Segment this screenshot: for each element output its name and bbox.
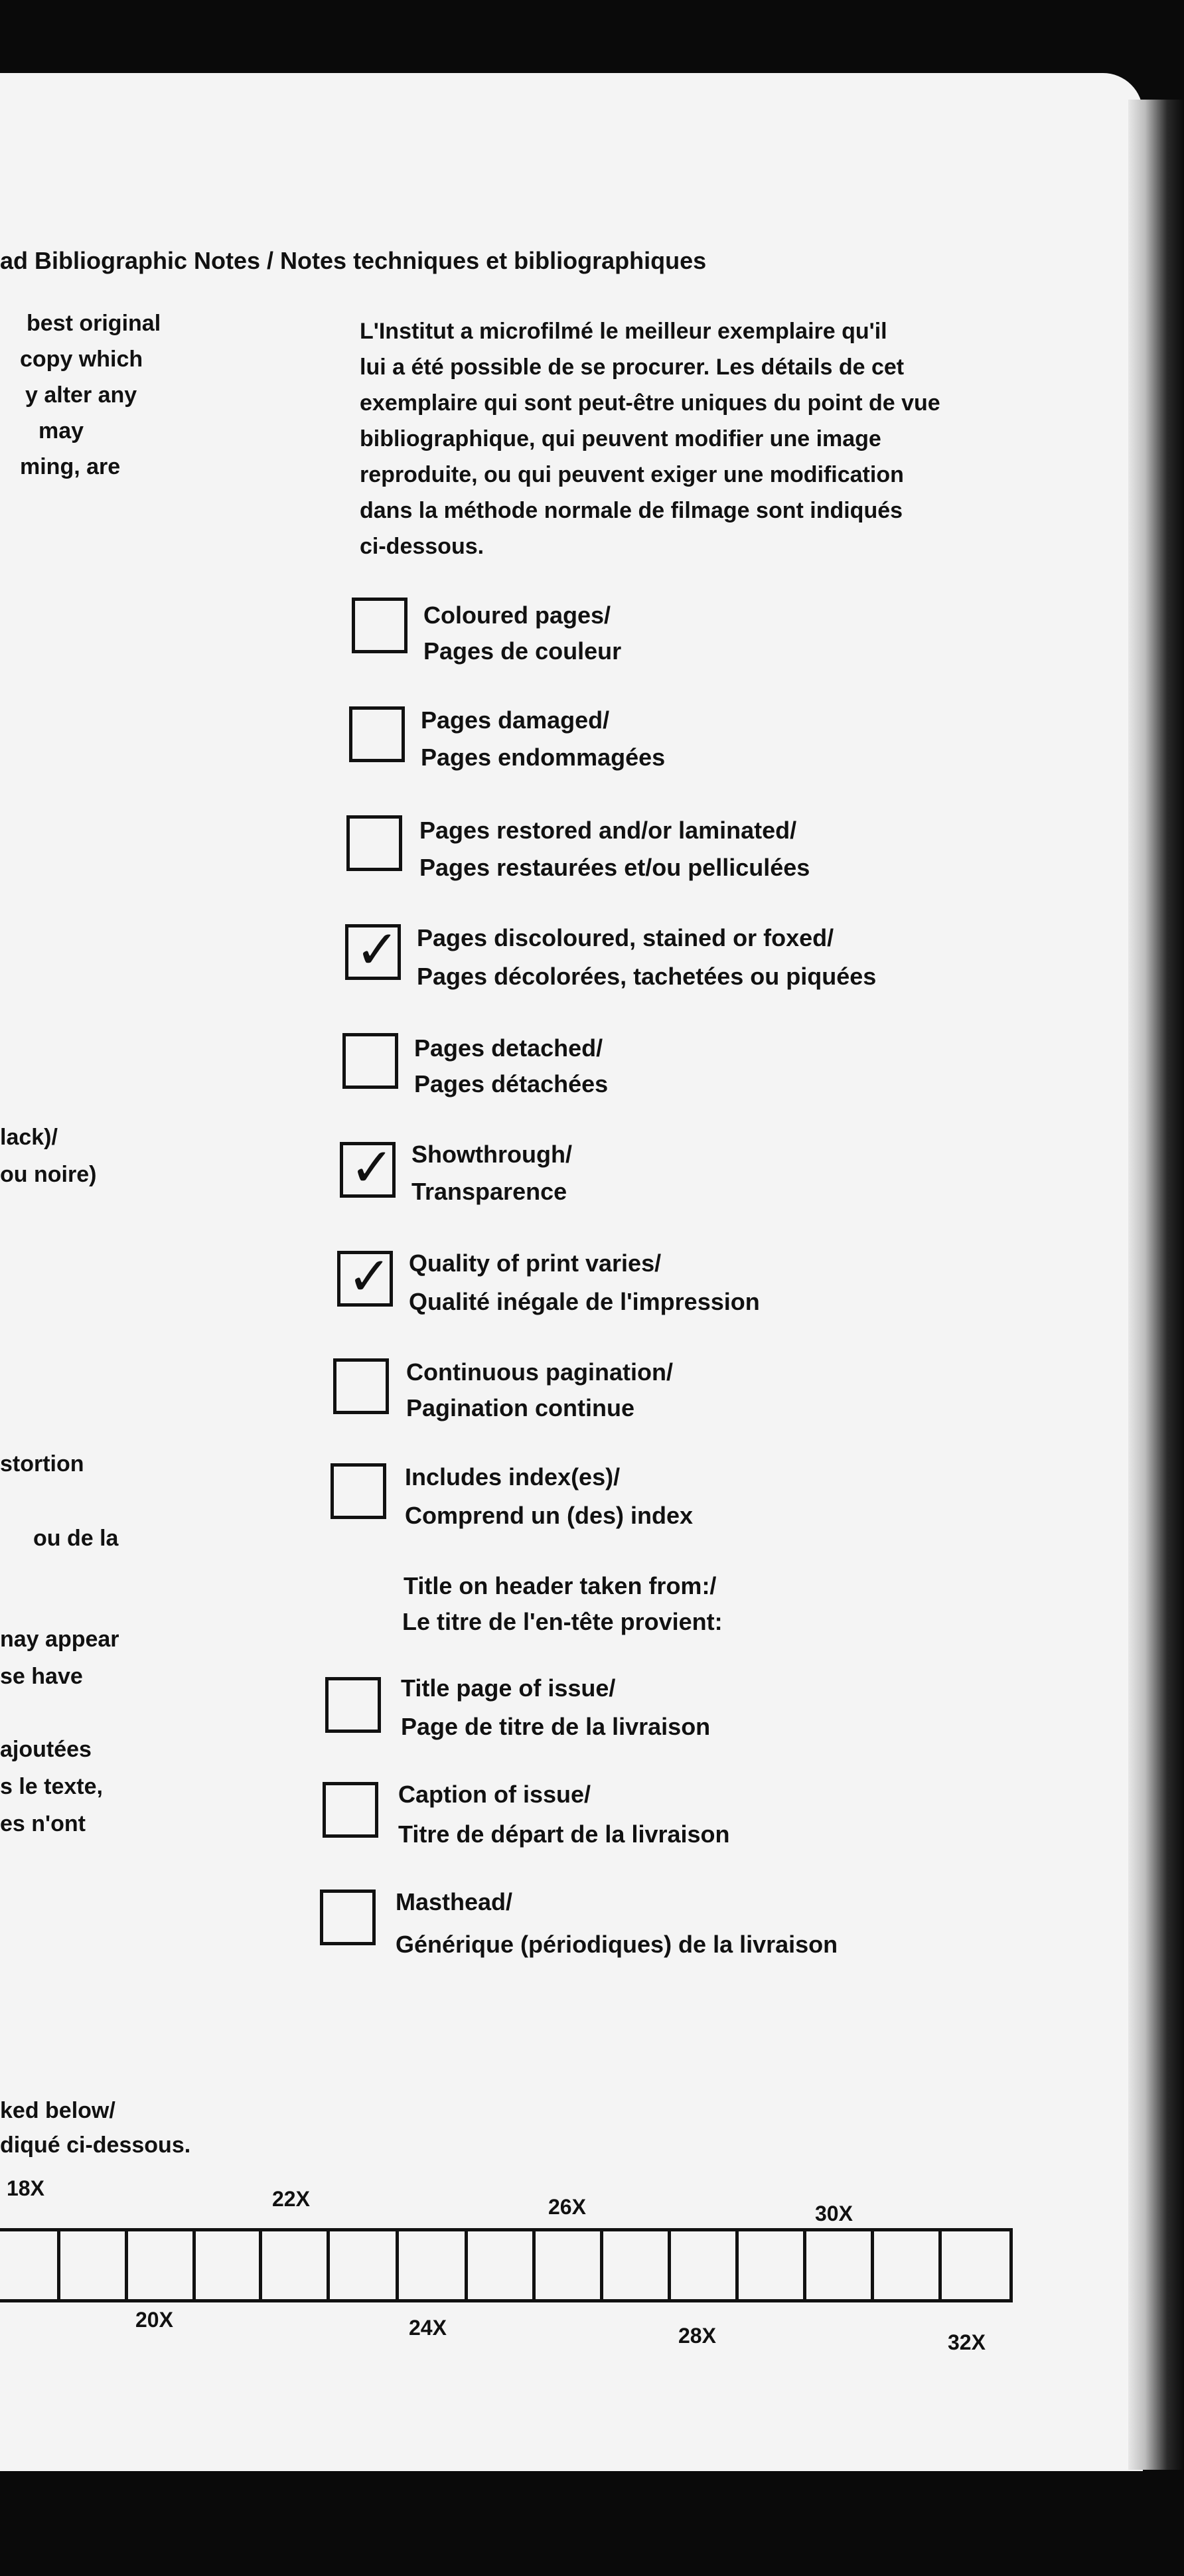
option-label-fr: Qualité inégale de l'impression: [409, 1288, 760, 1315]
left-line: copy which: [20, 347, 143, 372]
option-label-fr: Pagination continue: [406, 1394, 635, 1421]
intro-line: exemplaire qui sont peut-être uniques du point de vue: [360, 390, 940, 416]
scale-divider: [735, 2231, 739, 2299]
checkbox[interactable]: [325, 1677, 381, 1733]
reduction-label: 32X: [948, 2330, 986, 2354]
header-note-fr: Le titre de l'en-tête provient:: [402, 1608, 723, 1635]
scale-divider: [600, 2231, 603, 2299]
option-label-en: Title page of issue/: [401, 1674, 616, 1702]
left-line: stortion: [0, 1451, 84, 1477]
page-edge-shadow: [1128, 100, 1184, 2470]
option-label-en: Showthrough/: [411, 1141, 572, 1168]
checkbox[interactable]: [323, 1782, 378, 1838]
intro-line: ci-dessous.: [360, 534, 484, 559]
left-line: lack)/: [0, 1125, 58, 1150]
left-line: may: [38, 418, 84, 443]
left-line: diqué ci-dessous.: [0, 2133, 191, 2158]
option-label-fr: Pages de couleur: [423, 637, 622, 665]
scale-divider: [259, 2231, 262, 2299]
option-label-fr: Pages endommagées: [421, 744, 666, 771]
left-line: s le texte,: [0, 1774, 103, 1799]
option-label-en: Pages restored and/or laminated/: [419, 817, 797, 844]
scale-divider: [327, 2231, 330, 2299]
option-label-en: Pages damaged/: [421, 706, 610, 734]
option-label-en: Pages discoloured, stained or foxed/: [417, 924, 834, 951]
checkbox[interactable]: [331, 1463, 386, 1519]
option-label-en: Coloured pages/: [423, 602, 611, 629]
reduction-label: 22X: [272, 2187, 310, 2211]
scale-divider: [803, 2231, 806, 2299]
option-label-fr: Transparence: [411, 1178, 567, 1205]
reduction-label: 18X: [7, 2176, 44, 2200]
left-line: best original: [27, 311, 161, 336]
checkbox[interactable]: [342, 1033, 398, 1089]
intro-line: lui a été possible de se procurer. Les détails de cet: [360, 355, 905, 380]
left-line: nay appear: [0, 1627, 119, 1652]
scale-divider: [465, 2231, 468, 2299]
checkbox[interactable]: [333, 1358, 389, 1414]
scale-divider: [938, 2231, 942, 2299]
checkbox-checked[interactable]: [340, 1137, 396, 1198]
scale-divider: [125, 2231, 128, 2299]
left-line: se have: [0, 1664, 83, 1689]
option-label-en: Caption of issue/: [398, 1781, 591, 1808]
scale-divider: [871, 2231, 874, 2299]
left-line: ked below/: [0, 2098, 115, 2123]
option-label-fr: Pages décolorées, tachetées ou piquées: [417, 963, 877, 990]
checkmark-icon: ✓: [355, 919, 400, 981]
option-label-en: Quality of print varies/: [409, 1249, 662, 1277]
scale-divider: [57, 2231, 60, 2299]
reduction-scale-bar: [0, 2228, 1013, 2302]
header-note-en: Title on header taken from:/: [404, 1572, 717, 1599]
option-label-fr: Pages détachées: [414, 1070, 609, 1097]
option-label-fr: Comprend un (des) index: [405, 1502, 694, 1529]
left-line: ou de la: [33, 1526, 119, 1551]
checkmark-icon: ✓: [347, 1246, 392, 1307]
scale-divider: [396, 2231, 399, 2299]
page-heading: ad Bibliographic Notes / Notes techniques et bibliographiques: [0, 247, 707, 274]
checkbox[interactable]: [352, 598, 407, 653]
intro-line: reproduite, ou qui peuvent exiger une modification: [360, 462, 904, 487]
scale-divider: [192, 2231, 196, 2299]
option-label-en: Masthead/: [396, 1888, 513, 1915]
option-label-fr: Page de titre de la livraison: [401, 1713, 711, 1740]
intro-line: bibliographique, qui peuvent modifier une image: [360, 426, 881, 451]
checkbox[interactable]: [320, 1890, 376, 1945]
checkbox-checked[interactable]: [337, 1246, 393, 1307]
reduction-label: 20X: [135, 2308, 173, 2332]
option-label-en: Includes index(es)/: [405, 1463, 621, 1490]
scale-divider: [668, 2231, 671, 2299]
reduction-label: 26X: [548, 2195, 586, 2219]
reduction-label: 30X: [815, 2202, 853, 2225]
left-line: es n'ont: [0, 1811, 86, 1836]
option-label-fr: Générique (périodiques) de la livraison: [396, 1931, 838, 1958]
left-line: ming, are: [20, 454, 121, 479]
checkbox[interactable]: [346, 815, 402, 871]
scale-divider: [532, 2231, 536, 2299]
checkbox[interactable]: [349, 706, 405, 762]
left-line: y alter any: [25, 382, 137, 408]
option-label-en: Pages detached/: [414, 1034, 603, 1062]
left-line: ou noire): [0, 1162, 97, 1187]
reduction-label: 24X: [409, 2316, 447, 2340]
checkbox-checked[interactable]: [345, 919, 401, 981]
option-label-fr: Titre de départ de la livraison: [398, 1820, 730, 1848]
checkmark-icon: ✓: [350, 1137, 395, 1198]
option-label-fr: Pages restaurées et/ou pelliculées: [419, 854, 810, 881]
left-line: ajoutées: [0, 1737, 92, 1762]
option-label-en: Continuous pagination/: [406, 1358, 673, 1386]
intro-line: L'Institut a microfilmé le meilleur exemplaire qu'il: [360, 319, 887, 344]
reduction-label: 28X: [678, 2324, 716, 2348]
intro-line: dans la méthode normale de filmage sont indiqués: [360, 498, 903, 523]
